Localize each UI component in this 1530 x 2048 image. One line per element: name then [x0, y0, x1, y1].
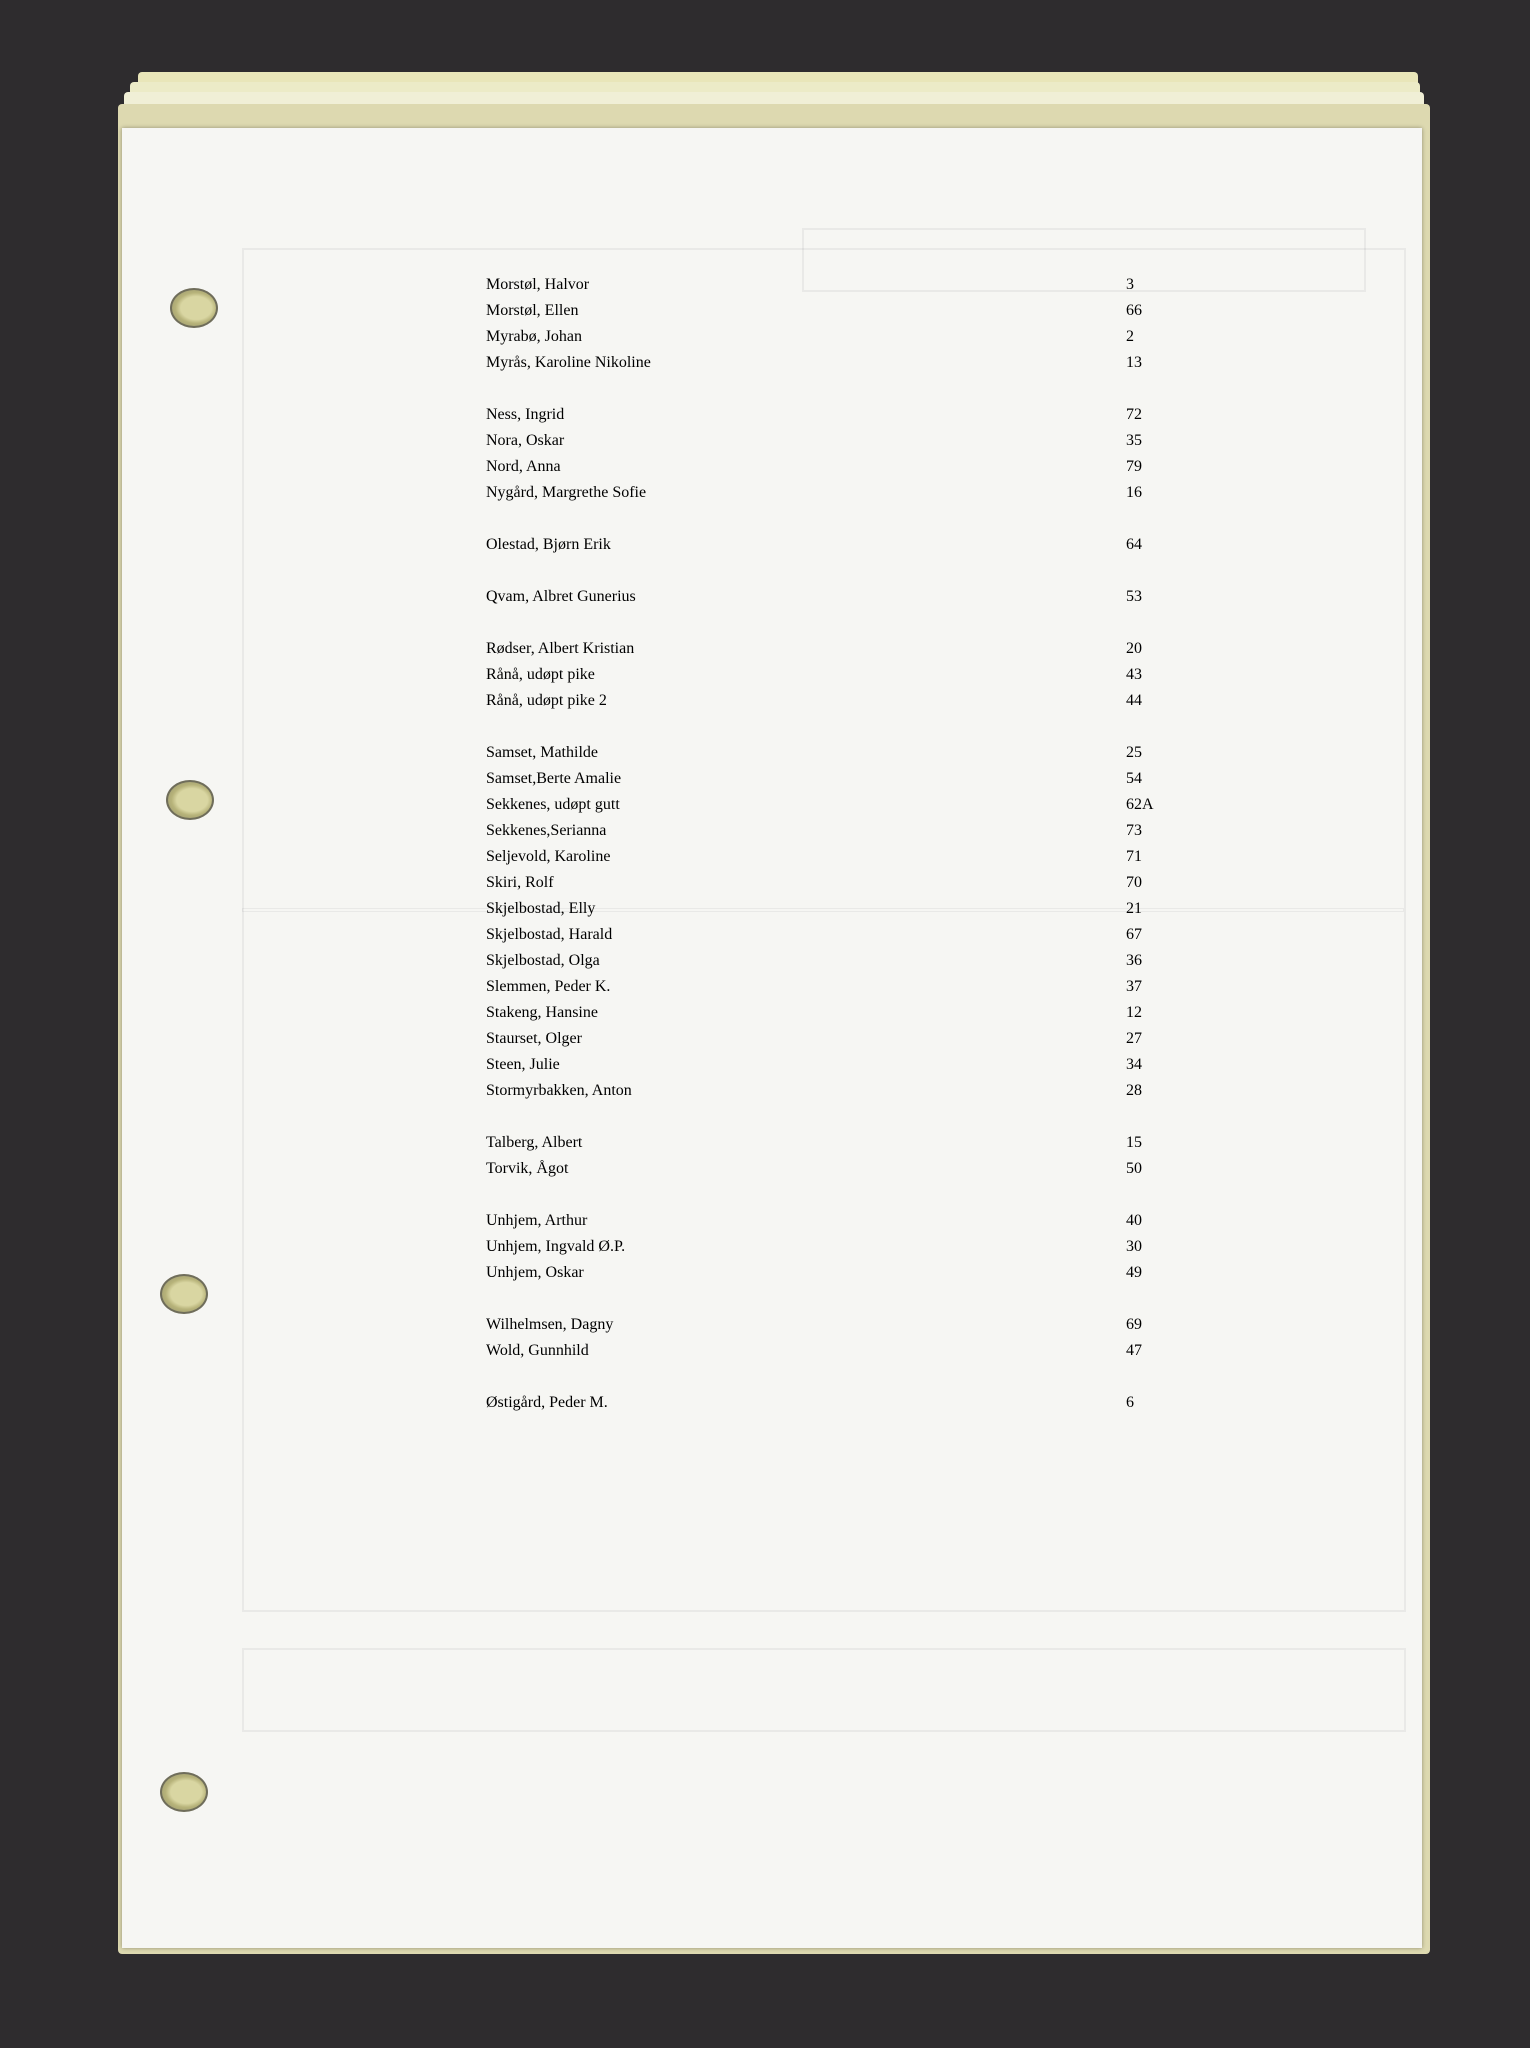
entry-name: Ness, Ingrid: [486, 406, 565, 423]
entry-name: Stormyrbakken, Anton: [486, 1082, 632, 1099]
list-entry: [486, 1390, 1186, 1416]
punch-hole: [160, 1772, 208, 1812]
punch-hole: [166, 780, 214, 820]
list-entry: [486, 428, 1186, 454]
entry-name: Rånå, udøpt pike 2: [486, 692, 607, 709]
list-entry: [486, 766, 1186, 792]
list-entry: [486, 350, 1186, 376]
name-number-list: [486, 272, 1186, 1416]
entry-number: 27: [1126, 1030, 1142, 1047]
list-entry: [486, 662, 1186, 688]
entry-number: 67: [1126, 926, 1142, 943]
entry-name: Myrabø, Johan: [486, 328, 582, 345]
entry-number: 37: [1126, 978, 1142, 995]
entry-name: Wold, Gunnhild: [486, 1342, 589, 1359]
entry-number: 47: [1126, 1342, 1142, 1359]
entry-name: Unhjem, Ingvald Ø.P.: [486, 1238, 626, 1255]
list-entry: [486, 1338, 1186, 1364]
entry-name: Rødser, Albert Kristian: [486, 640, 635, 657]
entry-name: Torvik, Ågot: [486, 1160, 569, 1177]
list-entry: [486, 1234, 1186, 1260]
entry-number: 69: [1126, 1316, 1142, 1333]
entry-number: 28: [1126, 1082, 1142, 1099]
list-entry: [486, 1260, 1186, 1286]
list-entry: [486, 1078, 1186, 1104]
entry-name: Myrås, Karoline Nikoline: [486, 354, 651, 371]
entry-name: Samset, Mathilde: [486, 744, 598, 761]
list-entry: [486, 532, 1186, 558]
entry-number: 16: [1126, 484, 1142, 501]
list-entry: [486, 480, 1186, 506]
entry-number: 35: [1126, 432, 1142, 449]
list-entry: [486, 818, 1186, 844]
entry-name: Unhjem, Arthur: [486, 1212, 588, 1229]
list-entry: [486, 324, 1186, 350]
list-entry: [486, 272, 1186, 298]
punch-hole: [160, 1274, 208, 1314]
entry-number: 64: [1126, 536, 1142, 553]
list-entry: [486, 1208, 1186, 1234]
entry-number: 12: [1126, 1004, 1142, 1021]
entry-number: 70: [1126, 874, 1142, 891]
entry-name: Morstøl, Halvor: [486, 276, 590, 293]
entry-number: 34: [1126, 1056, 1142, 1073]
entry-number: 79: [1126, 458, 1142, 475]
list-entry: [486, 402, 1186, 428]
entry-name: Skjelbostad, Harald: [486, 926, 613, 943]
entry-number: 49: [1126, 1264, 1142, 1281]
entry-name: Steen, Julie: [486, 1056, 560, 1073]
entry-number: 3: [1126, 276, 1134, 293]
list-entry: [486, 870, 1186, 896]
entry-name: Skjelbostad, Elly: [486, 900, 596, 917]
entry-name: Nord, Anna: [486, 458, 561, 475]
bleed-through-form-box: [242, 1648, 1406, 1732]
list-entry: [486, 844, 1186, 870]
entry-number: 44: [1126, 692, 1142, 709]
list-entry: [486, 584, 1186, 610]
entry-number: 25: [1126, 744, 1142, 761]
entry-name: Staurset, Olger: [486, 1030, 582, 1047]
entry-name: Rånå, udøpt pike: [486, 666, 595, 683]
entry-name: Skjelbostad, Olga: [486, 952, 600, 969]
entry-number: 30: [1126, 1238, 1142, 1255]
entry-number: 66: [1126, 302, 1142, 319]
entry-number: 21: [1126, 900, 1142, 917]
entry-number: 15: [1126, 1134, 1142, 1151]
list-entry: [486, 896, 1186, 922]
entry-number: 54: [1126, 770, 1142, 787]
list-entry: [486, 922, 1186, 948]
entry-number: 43: [1126, 666, 1142, 683]
list-entry: [486, 1026, 1186, 1052]
entry-name: Nygård, Margrethe Sofie: [486, 484, 647, 501]
entry-number: 20: [1126, 640, 1142, 657]
list-entry: [486, 1312, 1186, 1338]
entry-name: Sekkenes, udøpt gutt: [486, 796, 620, 813]
entry-number: 6: [1126, 1394, 1134, 1411]
list-entry: [486, 792, 1186, 818]
list-entry: [486, 1130, 1186, 1156]
punch-hole: [170, 288, 218, 328]
entry-name: Seljevold, Karoline: [486, 848, 611, 865]
entry-name: Morstøl, Ellen: [486, 302, 579, 319]
entry-name: Stakeng, Hansine: [486, 1004, 598, 1021]
list-entry: [486, 636, 1186, 662]
entry-name: Samset,Berte Amalie: [486, 770, 622, 787]
entry-name: Wilhelmsen, Dagny: [486, 1316, 614, 1333]
entry-name: Talberg, Albert: [486, 1134, 583, 1151]
entry-number: 62A: [1126, 796, 1154, 813]
list-entry: [486, 740, 1186, 766]
list-entry: [486, 974, 1186, 1000]
entry-number: 71: [1126, 848, 1142, 865]
list-entry: [486, 454, 1186, 480]
entry-name: Unhjem, Oskar: [486, 1264, 584, 1281]
entry-number: 13: [1126, 354, 1142, 371]
list-entry: [486, 1156, 1186, 1182]
entry-name: Sekkenes,Serianna: [486, 822, 607, 839]
entry-number: 73: [1126, 822, 1142, 839]
entry-name: Østigård, Peder M.: [486, 1394, 608, 1411]
list-entry: [486, 298, 1186, 324]
entry-name: Nora, Oskar: [486, 432, 565, 449]
entry-number: 2: [1126, 328, 1134, 345]
list-entry: [486, 948, 1186, 974]
entry-number: 53: [1126, 588, 1142, 605]
entry-name: Olestad, Bjørn Erik: [486, 536, 611, 553]
list-entry: [486, 688, 1186, 714]
list-entry: [486, 1000, 1186, 1026]
entry-number: 40: [1126, 1212, 1142, 1229]
entry-number: 72: [1126, 406, 1142, 423]
entry-number: 50: [1126, 1160, 1142, 1177]
entry-name: Qvam, Albret Gunerius: [486, 588, 636, 605]
entry-number: 36: [1126, 952, 1142, 969]
entry-name: Skiri, Rolf: [486, 874, 554, 891]
entry-name: Slemmen, Peder K.: [486, 978, 611, 995]
list-entry: [486, 1052, 1186, 1078]
